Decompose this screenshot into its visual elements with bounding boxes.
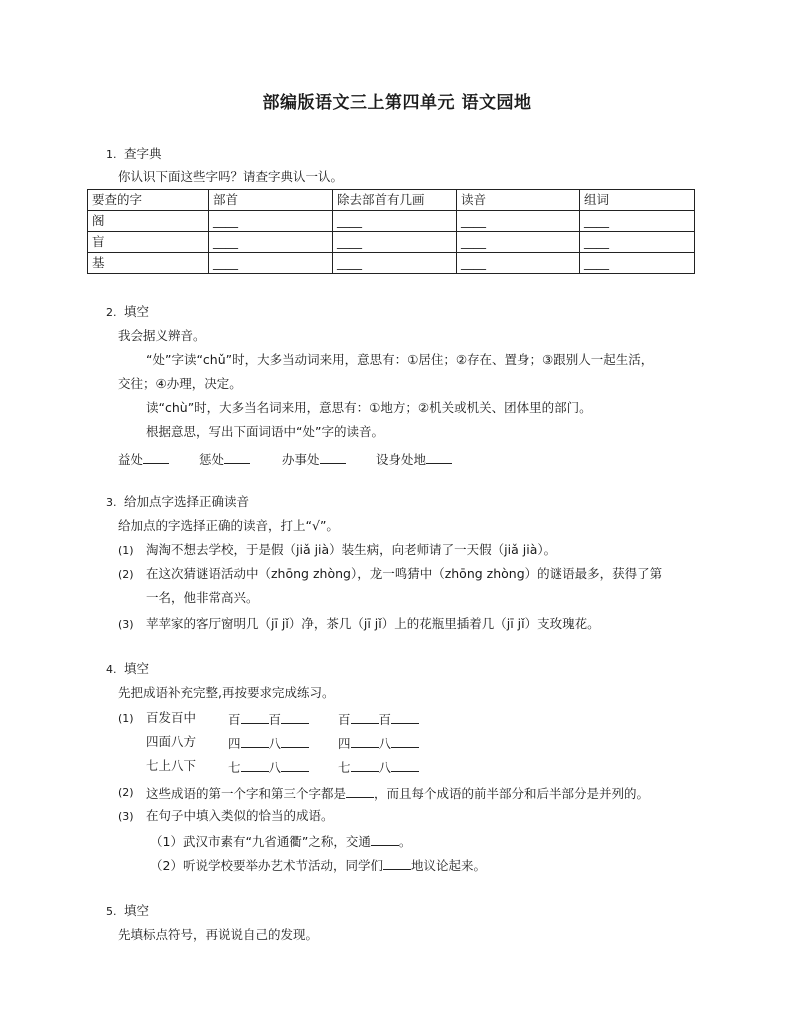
- table-cell-char: 基: [88, 253, 209, 274]
- word-item: [118, 449, 169, 469]
- answer-blank[interactable]: [426, 449, 452, 464]
- item-number: (1): [118, 544, 134, 557]
- section-3-heading: [106, 493, 249, 512]
- answer-blank[interactable]: ____: [580, 253, 695, 274]
- answer-blank[interactable]: [351, 709, 379, 724]
- idiom-char: 七: [338, 760, 351, 775]
- table-header: 读音: [457, 190, 580, 211]
- section-2-heading: [106, 303, 149, 322]
- section-title: 填空: [124, 661, 150, 676]
- idiom-fill: [228, 733, 309, 753]
- word-item: [376, 449, 452, 469]
- answer-blank[interactable]: [391, 733, 419, 748]
- section-number: 1.: [106, 148, 117, 161]
- idiom-example: 四面八方: [146, 734, 197, 749]
- answer-blank[interactable]: ____: [333, 253, 457, 274]
- section-2-paragraph: 读“chù”时，大多当名词来用，意思有：①地方；②机关或机关、团体里的部门。: [146, 400, 592, 415]
- section-2-paragraph: “处”字读“chǔ”时，大多当动词来用，意思有：①居住；②存在、置身；③跟别人一起生活，: [146, 352, 654, 367]
- section-1-instruction: 你认识下面这些字吗？请查字典认一认。: [118, 169, 344, 184]
- idiom-char: 四: [228, 736, 241, 751]
- idiom-char: 百: [338, 712, 351, 727]
- answer-blank[interactable]: ____: [333, 232, 457, 253]
- section-number: 2.: [106, 306, 117, 319]
- section-title: 填空: [124, 304, 150, 319]
- section-2-intro: 我会据义辨音。: [118, 328, 206, 343]
- question-text: 在这次猜谜语活动中（zhōng zhòng），龙一鸣猜中（zhōng zhòng）的谜语最多，获得了第: [146, 566, 663, 581]
- question-part: （1）武汉市素有“九省通衢”之称，交通: [150, 834, 371, 849]
- question-part: 地议论起来。: [410, 858, 486, 873]
- answer-blank[interactable]: [371, 831, 399, 846]
- question-text: 在句子中填入类似的恰当的成语。: [146, 808, 334, 823]
- answer-blank[interactable]: ____: [580, 211, 695, 232]
- question-text: [146, 783, 649, 803]
- section-4-heading: [106, 660, 149, 679]
- idiom-char: 四: [338, 736, 351, 751]
- answer-blank[interactable]: [143, 449, 169, 464]
- idiom-char: 百: [228, 712, 241, 727]
- answer-blank[interactable]: [281, 709, 309, 724]
- answer-blank[interactable]: ____: [209, 211, 333, 232]
- idiom-char: 八: [378, 760, 392, 775]
- dictionary-table: [87, 189, 695, 274]
- table-header-row: [88, 190, 695, 211]
- question-text: [150, 831, 411, 851]
- question-text: 淘淘不想去学校，于是假（jiǎ jià）装生病，向老师请了一天假（jiǎ jià）。: [146, 542, 557, 557]
- answer-blank[interactable]: [383, 855, 411, 870]
- answer-blank[interactable]: ____: [457, 211, 580, 232]
- answer-blank[interactable]: [346, 783, 374, 798]
- section-5-intro: 先填标点符号，再说说自己的发现。: [118, 927, 319, 942]
- answer-blank[interactable]: ____: [209, 253, 333, 274]
- word-item: [199, 449, 250, 469]
- section-title: 给加点字选择正确读音: [124, 494, 250, 509]
- table-header: 除去部首有几画: [333, 190, 457, 211]
- table-header: 部首: [209, 190, 333, 211]
- section-2-paragraph: 交往；④办理，决定。: [118, 376, 242, 391]
- question-part: （2）听说学校要举办艺术节活动，同学们: [150, 858, 383, 873]
- question-text: 一名，他非常高兴。: [146, 590, 259, 605]
- idiom-fill: [338, 757, 419, 777]
- idiom-example: 七上八下: [146, 758, 197, 773]
- page-title: 部编版语文三上第四单元 语文园地: [262, 93, 532, 113]
- section-1-heading: [106, 145, 162, 164]
- answer-blank[interactable]: [351, 733, 379, 748]
- question-text: [150, 855, 486, 875]
- table-row: [88, 232, 695, 253]
- item-number: (1): [118, 712, 134, 725]
- answer-blank[interactable]: [281, 757, 309, 772]
- answer-blank[interactable]: ____: [333, 211, 457, 232]
- idiom-char: 七: [228, 760, 241, 775]
- item-number: (3): [118, 618, 134, 631]
- idiom-char: 八: [378, 736, 392, 751]
- idiom-fill: [338, 709, 419, 729]
- answer-blank[interactable]: [241, 733, 269, 748]
- section-5-heading: [106, 902, 149, 921]
- answer-blank[interactable]: ____: [580, 232, 695, 253]
- answer-blank[interactable]: [391, 757, 419, 772]
- section-4-intro: 先把成语补充完整,再按要求完成练习。: [118, 685, 335, 700]
- word-text: 惩处: [199, 452, 225, 467]
- section-number: 3.: [106, 496, 117, 509]
- item-number: (2): [118, 568, 134, 581]
- question-part: 这些成语的第一个字和第三个字都是: [146, 786, 347, 801]
- word-item: [282, 449, 346, 469]
- answer-blank[interactable]: ____: [209, 232, 333, 253]
- section-2-paragraph: 根据意思，写出下面词语中“处”字的读音。: [146, 424, 384, 439]
- answer-blank[interactable]: [241, 757, 269, 772]
- answer-blank[interactable]: [241, 709, 269, 724]
- question-text: 苹苹家的客厅窗明几（jī jǐ）净，茶几（jī jǐ）上的花瓶里插着几（jī jǐ）支玫瑰花。: [146, 616, 600, 631]
- item-number: (2): [118, 786, 134, 799]
- idiom-fill: [228, 709, 309, 729]
- answer-blank[interactable]: [320, 449, 346, 464]
- answer-blank[interactable]: [224, 449, 250, 464]
- idiom-char: 八: [268, 760, 282, 775]
- idiom-char: 八: [268, 736, 282, 751]
- answer-blank[interactable]: [391, 709, 419, 724]
- table-header: 组词: [580, 190, 695, 211]
- idiom-fill: [338, 733, 419, 753]
- table-header: 要查的字: [88, 190, 209, 211]
- section-number: 5.: [106, 905, 117, 918]
- table-cell-char: 阁: [88, 211, 209, 232]
- word-text: 设身处地: [376, 452, 427, 467]
- table-row: [88, 253, 695, 274]
- question-part: ，而且每个成语的前半部分和后半部分是并列的。: [374, 786, 650, 801]
- answer-blank[interactable]: ____: [457, 232, 580, 253]
- section-title: 查字典: [124, 146, 162, 161]
- idiom-example: 百发百中: [146, 710, 197, 725]
- answer-blank[interactable]: [351, 757, 379, 772]
- question-part: 。: [398, 834, 412, 849]
- idiom-char: 百: [268, 712, 282, 727]
- section-3-intro: 给加点的字选择正确的读音，打上“√”。: [118, 518, 339, 533]
- answer-blank[interactable]: ____: [457, 253, 580, 274]
- idiom-char: 百: [378, 712, 392, 727]
- table-cell-char: 盲: [88, 232, 209, 253]
- table-row: [88, 211, 695, 232]
- word-text: 办事处: [282, 452, 320, 467]
- section-title: 填空: [124, 903, 150, 918]
- idiom-fill: [228, 757, 309, 777]
- item-number: (3): [118, 810, 134, 823]
- section-number: 4.: [106, 663, 117, 676]
- word-text: 益处: [118, 452, 144, 467]
- answer-blank[interactable]: [281, 733, 309, 748]
